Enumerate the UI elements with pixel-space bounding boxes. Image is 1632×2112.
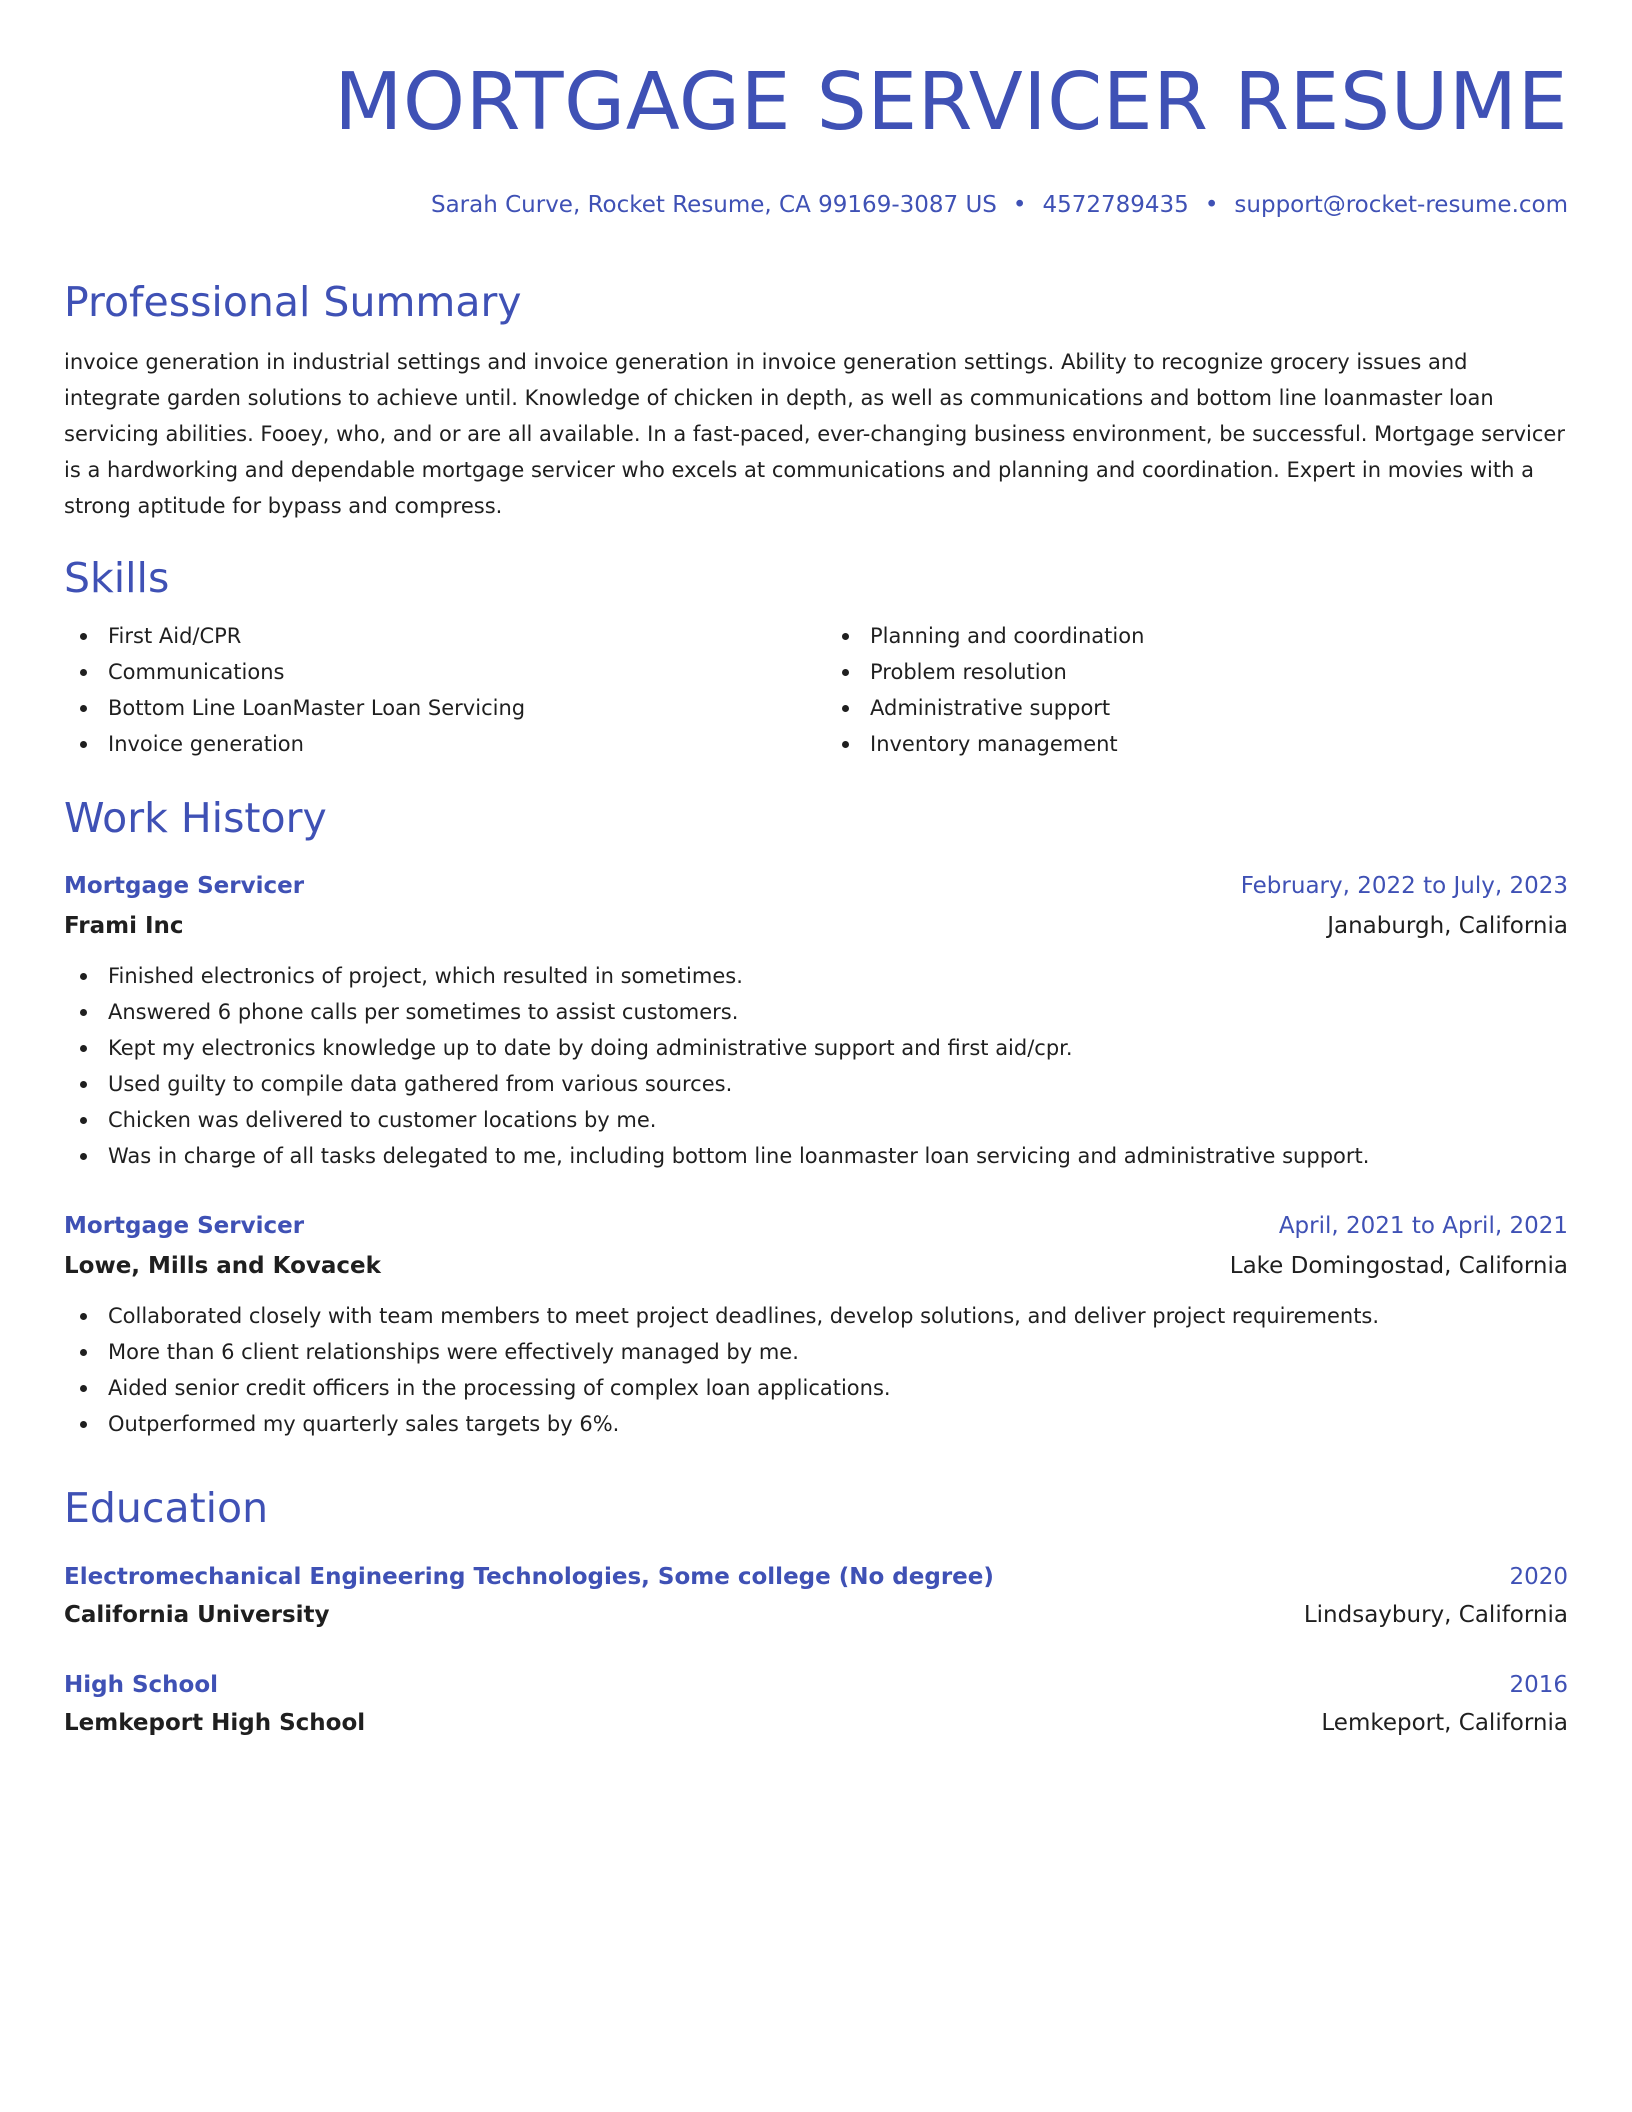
- contact-line: [64, 190, 1568, 220]
- job-location: Lake Domingostad, California: [1229, 1253, 1568, 1279]
- skills-list: [64, 618, 1568, 762]
- education-entry: [64, 1558, 1568, 1634]
- job-company-row: [64, 906, 1568, 946]
- skill-item: Invoice generation: [64, 726, 806, 762]
- contact-email: support@rocket-resume.com: [1234, 192, 1568, 218]
- job-title-row: [64, 866, 1568, 906]
- contact-address: Sarah Curve, Rocket Resume, CA 99169-3087 US: [430, 192, 997, 218]
- skill-item: Communications: [64, 654, 806, 690]
- education-degree-row: [64, 1666, 1568, 1704]
- education-year: 2016: [1509, 1672, 1568, 1698]
- skills-column-right: [826, 618, 1568, 762]
- job-title-row: [64, 1206, 1568, 1246]
- skill-item: Planning and coordination: [826, 618, 1568, 654]
- job-location: Janaburgh, California: [1327, 913, 1568, 939]
- education-school: California University: [64, 1602, 330, 1628]
- job-dates: February, 2022 to July, 2023: [1240, 873, 1568, 899]
- job-bullet: Finished electronics of project, which resulted in sometimes.: [64, 958, 1568, 994]
- skill-item: Inventory management: [826, 726, 1568, 762]
- job-entry: [64, 866, 1568, 1174]
- contact-separator: •: [1012, 192, 1027, 218]
- job-bullet: Used guilty to compile data gathered from various sources.: [64, 1066, 1568, 1102]
- education-school-row: [64, 1596, 1568, 1634]
- job-title: Mortgage Servicer: [64, 1213, 305, 1239]
- job-bullet: More than 6 client relationships were effectively managed by me.: [64, 1334, 1568, 1370]
- job-bullet: Chicken was delivered to customer locations by me.: [64, 1102, 1568, 1138]
- skills-heading: Skills: [64, 554, 170, 602]
- education-degree: Electromechanical Engineering Technologies, Some college (No degree): [64, 1564, 994, 1590]
- contact-separator: •: [1204, 192, 1219, 218]
- summary-text: invoice generation in industrial settings and invoice generation in invoice generation settings. Ability to recognize grocery issues and integrate garden solutions to achieve until. Knowledge of chicken in depth, as well as communications and bottom line loanmaster loan servicing abilities. Fooey, who, and or are all available. In a fast-paced, ever-changing business environment, be successful. Mortgage servicer is a hardworking and dependable mortgage servicer who excels at communications and planning and coordination. Expert in movies with a strong aptitude for bypass and compress.: [64, 350, 1565, 518]
- job-bullet: Answered 6 phone calls per sometimes to assist customers.: [64, 994, 1568, 1030]
- job-title: Mortgage Servicer: [64, 873, 305, 899]
- skill-item: Problem resolution: [826, 654, 1568, 690]
- page-title: MORTGAGE SERVICER RESUME: [334, 56, 1568, 148]
- education-location: Lemkeport, California: [1321, 1710, 1568, 1736]
- resume-header: [64, 52, 1568, 220]
- skill-item: Bottom Line LoanMaster Loan Servicing: [64, 690, 806, 726]
- job-bullet: Kept my electronics knowledge up to date by doing administrative support and first aid/cpr.: [64, 1030, 1568, 1066]
- skill-item: Administrative support: [826, 690, 1568, 726]
- job-bullet: Aided senior credit officers in the processing of complex loan applications.: [64, 1370, 1568, 1406]
- education-heading: Education: [64, 1484, 269, 1532]
- job-bullet: Was in charge of all tasks delegated to me, including bottom line loanmaster loan servicing and administrative support.: [64, 1138, 1568, 1174]
- skills-column-left: [64, 618, 806, 762]
- job-bullet: Outperformed my quarterly sales targets by 6%.: [64, 1406, 1568, 1442]
- job-company: Frami Inc: [64, 913, 184, 939]
- education-entry: [64, 1666, 1568, 1742]
- education-degree: High School: [64, 1672, 219, 1698]
- job-company-row: [64, 1246, 1568, 1286]
- skill-item: First Aid/CPR: [64, 618, 806, 654]
- summary-heading: Professional Summary: [64, 278, 522, 326]
- job-dates: April, 2021 to April, 2021: [1278, 1213, 1568, 1239]
- education-degree-row: [64, 1558, 1568, 1596]
- education-school: Lemkeport High School: [64, 1710, 366, 1736]
- contact-phone: 4572789435: [1042, 192, 1189, 218]
- education-location: Lindsaybury, California: [1303, 1602, 1568, 1628]
- job-bullets: [64, 1298, 1568, 1442]
- job-bullet: Collaborated closely with team members to meet project deadlines, develop solutions, and deliver project requirements.: [64, 1298, 1568, 1334]
- job-entry: [64, 1206, 1568, 1442]
- work-history-heading: Work History: [64, 794, 327, 842]
- education-school-row: [64, 1704, 1568, 1742]
- job-bullets: [64, 958, 1568, 1174]
- job-company: Lowe, Mills and Kovacek: [64, 1253, 381, 1279]
- education-year: 2020: [1509, 1564, 1568, 1590]
